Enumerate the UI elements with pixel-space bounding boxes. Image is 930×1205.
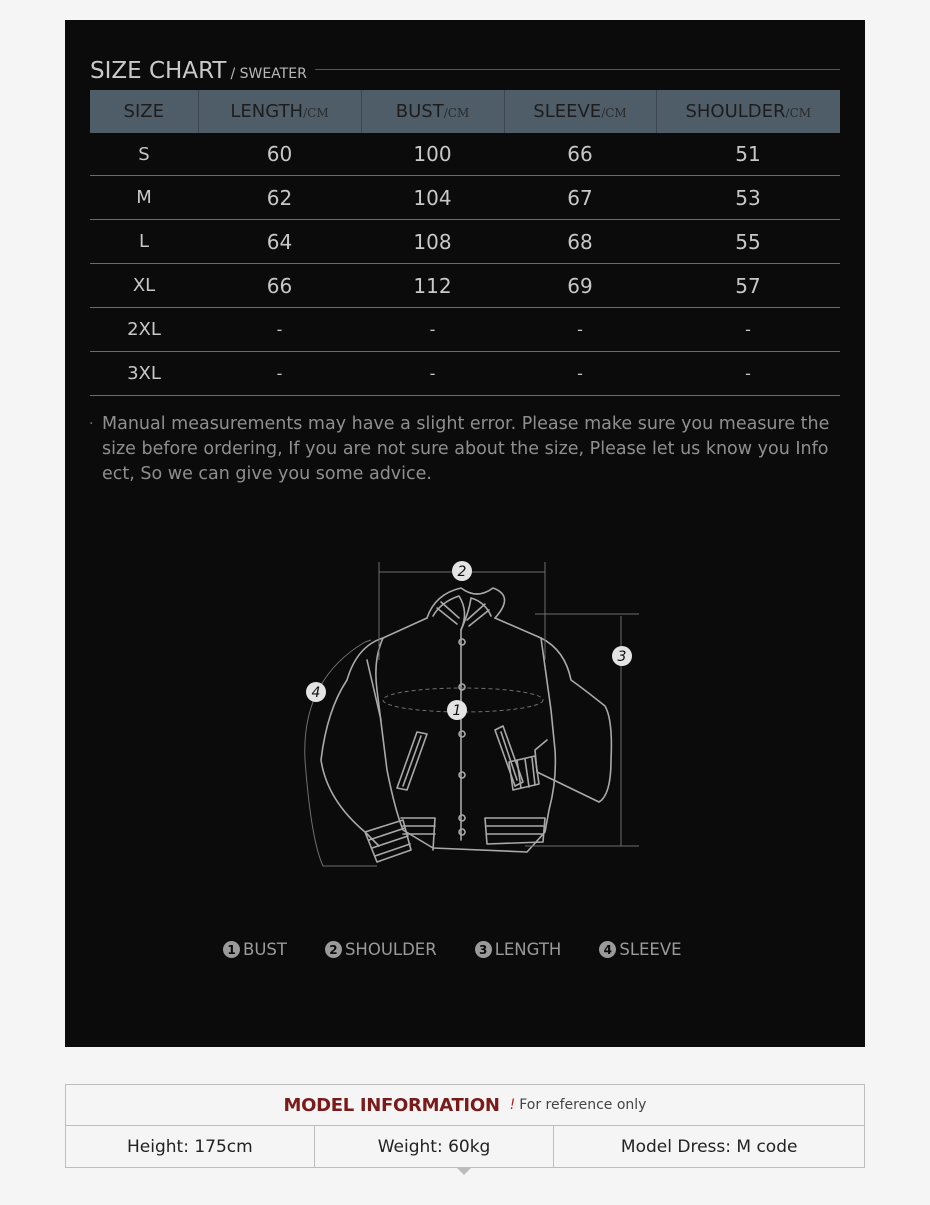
model-information-cells bbox=[66, 1126, 864, 1167]
shoulder-cell: 51 bbox=[656, 133, 840, 176]
shoulder-cell: 53 bbox=[656, 176, 840, 220]
size-chart-title: SIZE CHART bbox=[90, 58, 227, 84]
bust-cell: - bbox=[361, 352, 504, 396]
sleeve-cell: 66 bbox=[504, 133, 656, 176]
model-dress-size: Model Dress: M code bbox=[620, 1136, 798, 1157]
shoulder-cell: - bbox=[656, 308, 840, 352]
length-cell: - bbox=[198, 308, 361, 352]
marker-label: 2 bbox=[457, 564, 467, 580]
model-information-box bbox=[65, 1084, 865, 1168]
marker-label: 3 bbox=[617, 649, 627, 665]
column-header-sleeve: SLEEVE/CM bbox=[504, 90, 656, 133]
sleeve-cell: - bbox=[504, 308, 656, 352]
length-cell: 62 bbox=[198, 176, 361, 220]
legend-number: 1 bbox=[223, 941, 240, 958]
legend-label: SLEEVE bbox=[619, 940, 682, 959]
marker-sleeve bbox=[306, 682, 326, 702]
model-information-subtitle: For reference only bbox=[519, 1097, 647, 1113]
model-weight: Weight: 60kg bbox=[315, 1126, 555, 1167]
sleeve-cell: 69 bbox=[504, 264, 656, 308]
model-information-header bbox=[66, 1085, 864, 1126]
diagram-markers bbox=[306, 561, 632, 720]
legend-number: 2 bbox=[325, 941, 342, 958]
length-cell: 64 bbox=[198, 220, 361, 264]
sleeve-cell: 67 bbox=[504, 176, 656, 220]
legend-item-bust bbox=[223, 940, 287, 959]
legend-item-sleeve bbox=[599, 940, 681, 959]
unit-label: /CM bbox=[303, 106, 329, 120]
legend-label: SHOULDER bbox=[344, 940, 437, 959]
model-information-title: MODEL INFORMATION bbox=[283, 1094, 500, 1116]
column-header-shoulder: SHOULDER/CM bbox=[656, 90, 840, 133]
unit-label: /CM bbox=[601, 106, 627, 120]
diagram-legend bbox=[223, 940, 682, 959]
size-chart-subtitle: / SWEATER bbox=[230, 66, 307, 82]
bust-cell: 108 bbox=[361, 220, 504, 264]
legend-item-length bbox=[475, 940, 562, 959]
marker-bust bbox=[447, 700, 467, 720]
length-cell: - bbox=[198, 352, 361, 396]
bust-cell: 112 bbox=[361, 264, 504, 308]
note-text: Manual measurements may have a slight error. Please make sure you measure the size before ordering, If you are not sure about the size, Please let us know you Info ect, So we can give you some advice. bbox=[102, 414, 830, 484]
legend-item-shoulder bbox=[325, 940, 437, 959]
column-header-length: LENGTH/CM bbox=[198, 90, 361, 133]
model-height: Height: 175cm bbox=[66, 1126, 315, 1167]
size-cell: L bbox=[90, 220, 198, 264]
size-cell: 2XL bbox=[90, 308, 198, 352]
shoulder-cell: 55 bbox=[656, 220, 840, 264]
unit-label: /CM bbox=[785, 106, 812, 120]
legend-label: LENGTH bbox=[494, 940, 562, 959]
bust-cell: - bbox=[361, 308, 504, 352]
shoulder-cell: 57 bbox=[656, 264, 840, 308]
jacket-outline bbox=[321, 588, 611, 862]
length-cell: 60 bbox=[198, 133, 361, 176]
size-cell: M bbox=[90, 176, 198, 220]
legend-label: BUST bbox=[243, 940, 287, 959]
jacket-measurement-diagram bbox=[65, 20, 865, 1047]
marker-length bbox=[612, 646, 632, 666]
measurement-guides bbox=[305, 562, 639, 866]
column-header-size: SIZE bbox=[90, 90, 198, 133]
sleeve-cell: - bbox=[504, 352, 656, 396]
length-cell: 66 bbox=[198, 264, 361, 308]
size-chart-panel bbox=[65, 20, 865, 1047]
exclamation-icon: ! bbox=[509, 1097, 516, 1113]
marker-shoulder bbox=[452, 561, 472, 581]
sleeve-cell: 68 bbox=[504, 220, 656, 264]
shoulder-cell: - bbox=[656, 352, 840, 396]
size-cell: S bbox=[90, 133, 198, 176]
column-header-bust: BUST/CM bbox=[361, 90, 504, 133]
marker-label: 4 bbox=[311, 685, 321, 701]
bust-cell: 100 bbox=[361, 133, 504, 176]
size-cell: XL bbox=[90, 264, 198, 308]
marker-label: 1 bbox=[452, 703, 462, 719]
note-bullet: · bbox=[89, 416, 94, 432]
chevron-down-icon bbox=[456, 1167, 472, 1175]
bust-cell: 104 bbox=[361, 176, 504, 220]
legend-number: 4 bbox=[599, 941, 616, 958]
unit-label: /CM bbox=[443, 106, 470, 120]
legend-number: 3 bbox=[475, 941, 492, 958]
size-cell: 3XL bbox=[90, 352, 198, 396]
